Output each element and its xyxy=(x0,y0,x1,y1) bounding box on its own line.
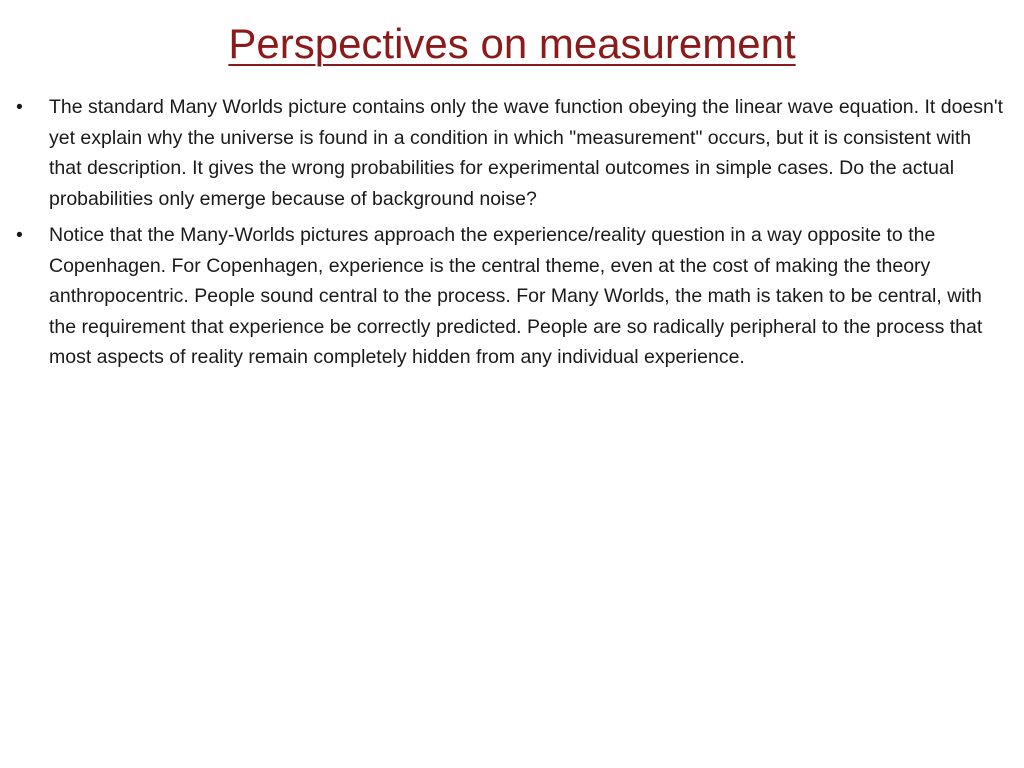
bullet-dot-icon: • xyxy=(16,224,23,246)
slide-title xyxy=(0,14,1024,74)
bullet-item xyxy=(16,220,1006,373)
bullet-list xyxy=(16,92,1006,379)
bullet-dot-icon: • xyxy=(16,96,23,118)
bullet-item xyxy=(16,92,1006,214)
slide-title-text: Perspectives on measurement xyxy=(228,20,796,67)
bullet-text: The standard Many Worlds picture contains only the wave function obeying the linear wave equation. It doesn't yet explain why the universe is found in a condition in which "measurement" occurs, but it is consistent with that description. It gives the wrong probabilities for experimental outcomes in simple cases. Do the actual probabilities only emerge because of background noise? xyxy=(49,96,1004,210)
bullet-text: Notice that the Many-Worlds pictures approach the experience/reality question in a way opposite to the Copenhagen. For Copenhagen, experience is the central theme, even at the cost of making the theory anthropocentric. People sound central to the process. For Many Worlds, the math is taken to be central, with the requirement that experience be correctly predicted. People are so radically peripheral to the process that most aspects of reality remain completely hidden from any individual experience. xyxy=(49,224,983,368)
